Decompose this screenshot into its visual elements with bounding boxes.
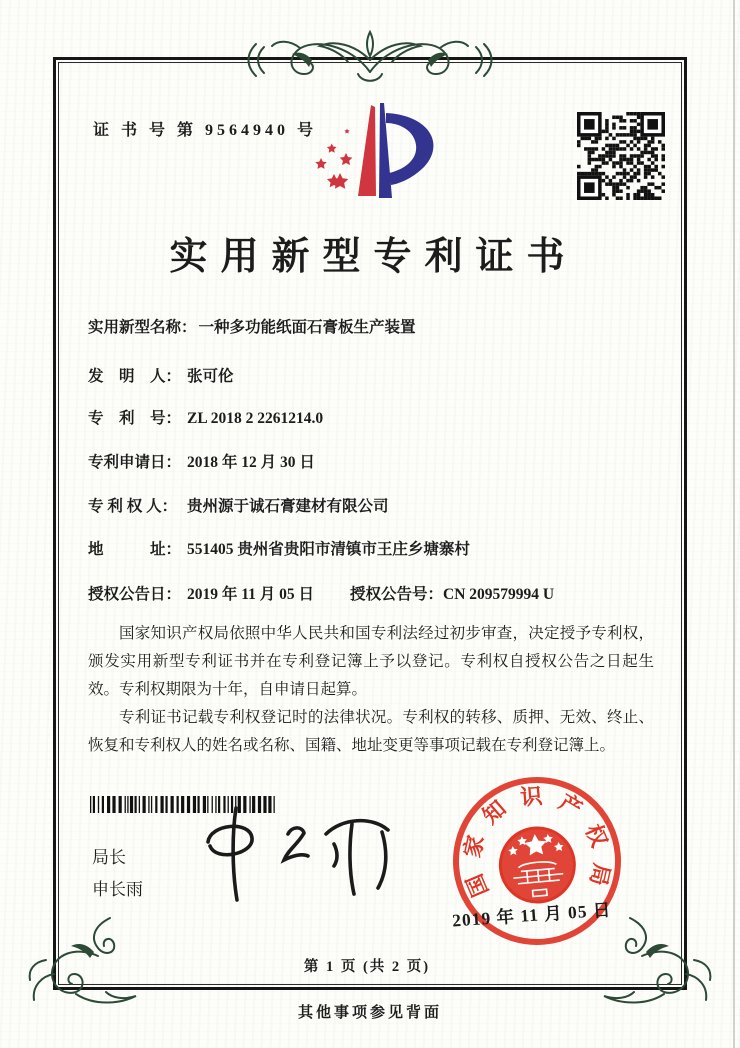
signature-handwriting: [192, 800, 404, 906]
legal-body-text: [88, 620, 654, 760]
field-label: 发 明 人：: [88, 368, 182, 385]
field-value: 2019 年 11 月 05 日: [187, 586, 315, 603]
field-row-grant-number: [350, 582, 554, 604]
field-value: 贵州源于诚石膏建材有限公司: [187, 498, 389, 515]
field-value: 张可伦: [187, 368, 234, 385]
field-label: 地 址：: [88, 541, 182, 558]
field-value: 一种多功能纸面石膏板生产装置: [198, 319, 416, 336]
field-label: 专 利 号：: [88, 410, 182, 427]
page-indicator: 第 1 页 (共 2 页): [303, 959, 431, 975]
scan-page-edge: [733, 0, 735, 1048]
svg-text:产: 产: [554, 789, 587, 822]
field-value: 2018 年 12 月 30 日: [187, 454, 315, 471]
field-row-address: [88, 537, 470, 559]
field-row-inventor: [88, 364, 234, 386]
svg-text:权: 权: [580, 820, 613, 851]
seal-national-emblem: [497, 825, 577, 905]
seal-date: 2019 年 11 月 05 日: [451, 899, 612, 931]
svg-text:识: 识: [519, 783, 544, 811]
certificate-number: 证 书 号 第 9564940 号: [93, 122, 318, 139]
svg-text:知: 知: [477, 795, 511, 829]
qr-code: [577, 112, 665, 200]
field-row-filing-date: [88, 450, 315, 472]
cnipa-logo-icon: [296, 101, 458, 203]
field-label: 授权公告日：: [88, 586, 182, 603]
svg-text:家: 家: [459, 832, 489, 860]
field-value: 551405 贵州省贵阳市清镇市王庄乡塘寨村: [187, 541, 470, 558]
signer-title: 局长: [92, 848, 126, 867]
legal-paragraph-1: 国家知识产权局依照中华人民共和国专利法经过初步审查，决定授予专利权，颁发实用新型专利证书并在专利登记簿上予以登记。专利权自授权公告之日起生效。专利权期限为十年，自申请日起算。: [88, 625, 654, 698]
field-row-patent-number: [88, 406, 323, 428]
svg-text:国: 国: [461, 870, 494, 901]
logo-stars: [315, 129, 352, 189]
logo-blue-bowl: [386, 113, 433, 185]
footer-note: 其他事项参见背面: [297, 1005, 442, 1021]
field-row-grant-date: [88, 582, 314, 604]
field-value: CN 209579994 U: [443, 586, 555, 603]
field-label: 授权公告号：: [350, 586, 444, 603]
legal-paragraph-2: 专利证书记载专利权登记时的法律状况。专利权的转移、质押、无效、终止、恢复和专利权人的姓名或名称、国籍、地址变更等事项记载在专利登记簿上。: [88, 709, 654, 754]
field-label: 实用新型名称：: [88, 319, 197, 336]
logo-red-wedge: [358, 105, 376, 196]
field-row-patentee: [88, 494, 389, 516]
top-flourish-ornament: [242, 26, 498, 88]
field-label: 专利申请日：: [88, 454, 182, 471]
signer-block: [92, 842, 143, 906]
svg-text:局: 局: [585, 861, 615, 889]
certificate-title: 实用新型专利证书: [169, 236, 578, 278]
field-label: 专 利 权 人：: [88, 498, 178, 515]
field-row-invention-name: [88, 315, 416, 337]
field-value: ZL 2018 2 2261214.0: [187, 410, 324, 427]
signer-name: 申长雨: [92, 880, 143, 899]
